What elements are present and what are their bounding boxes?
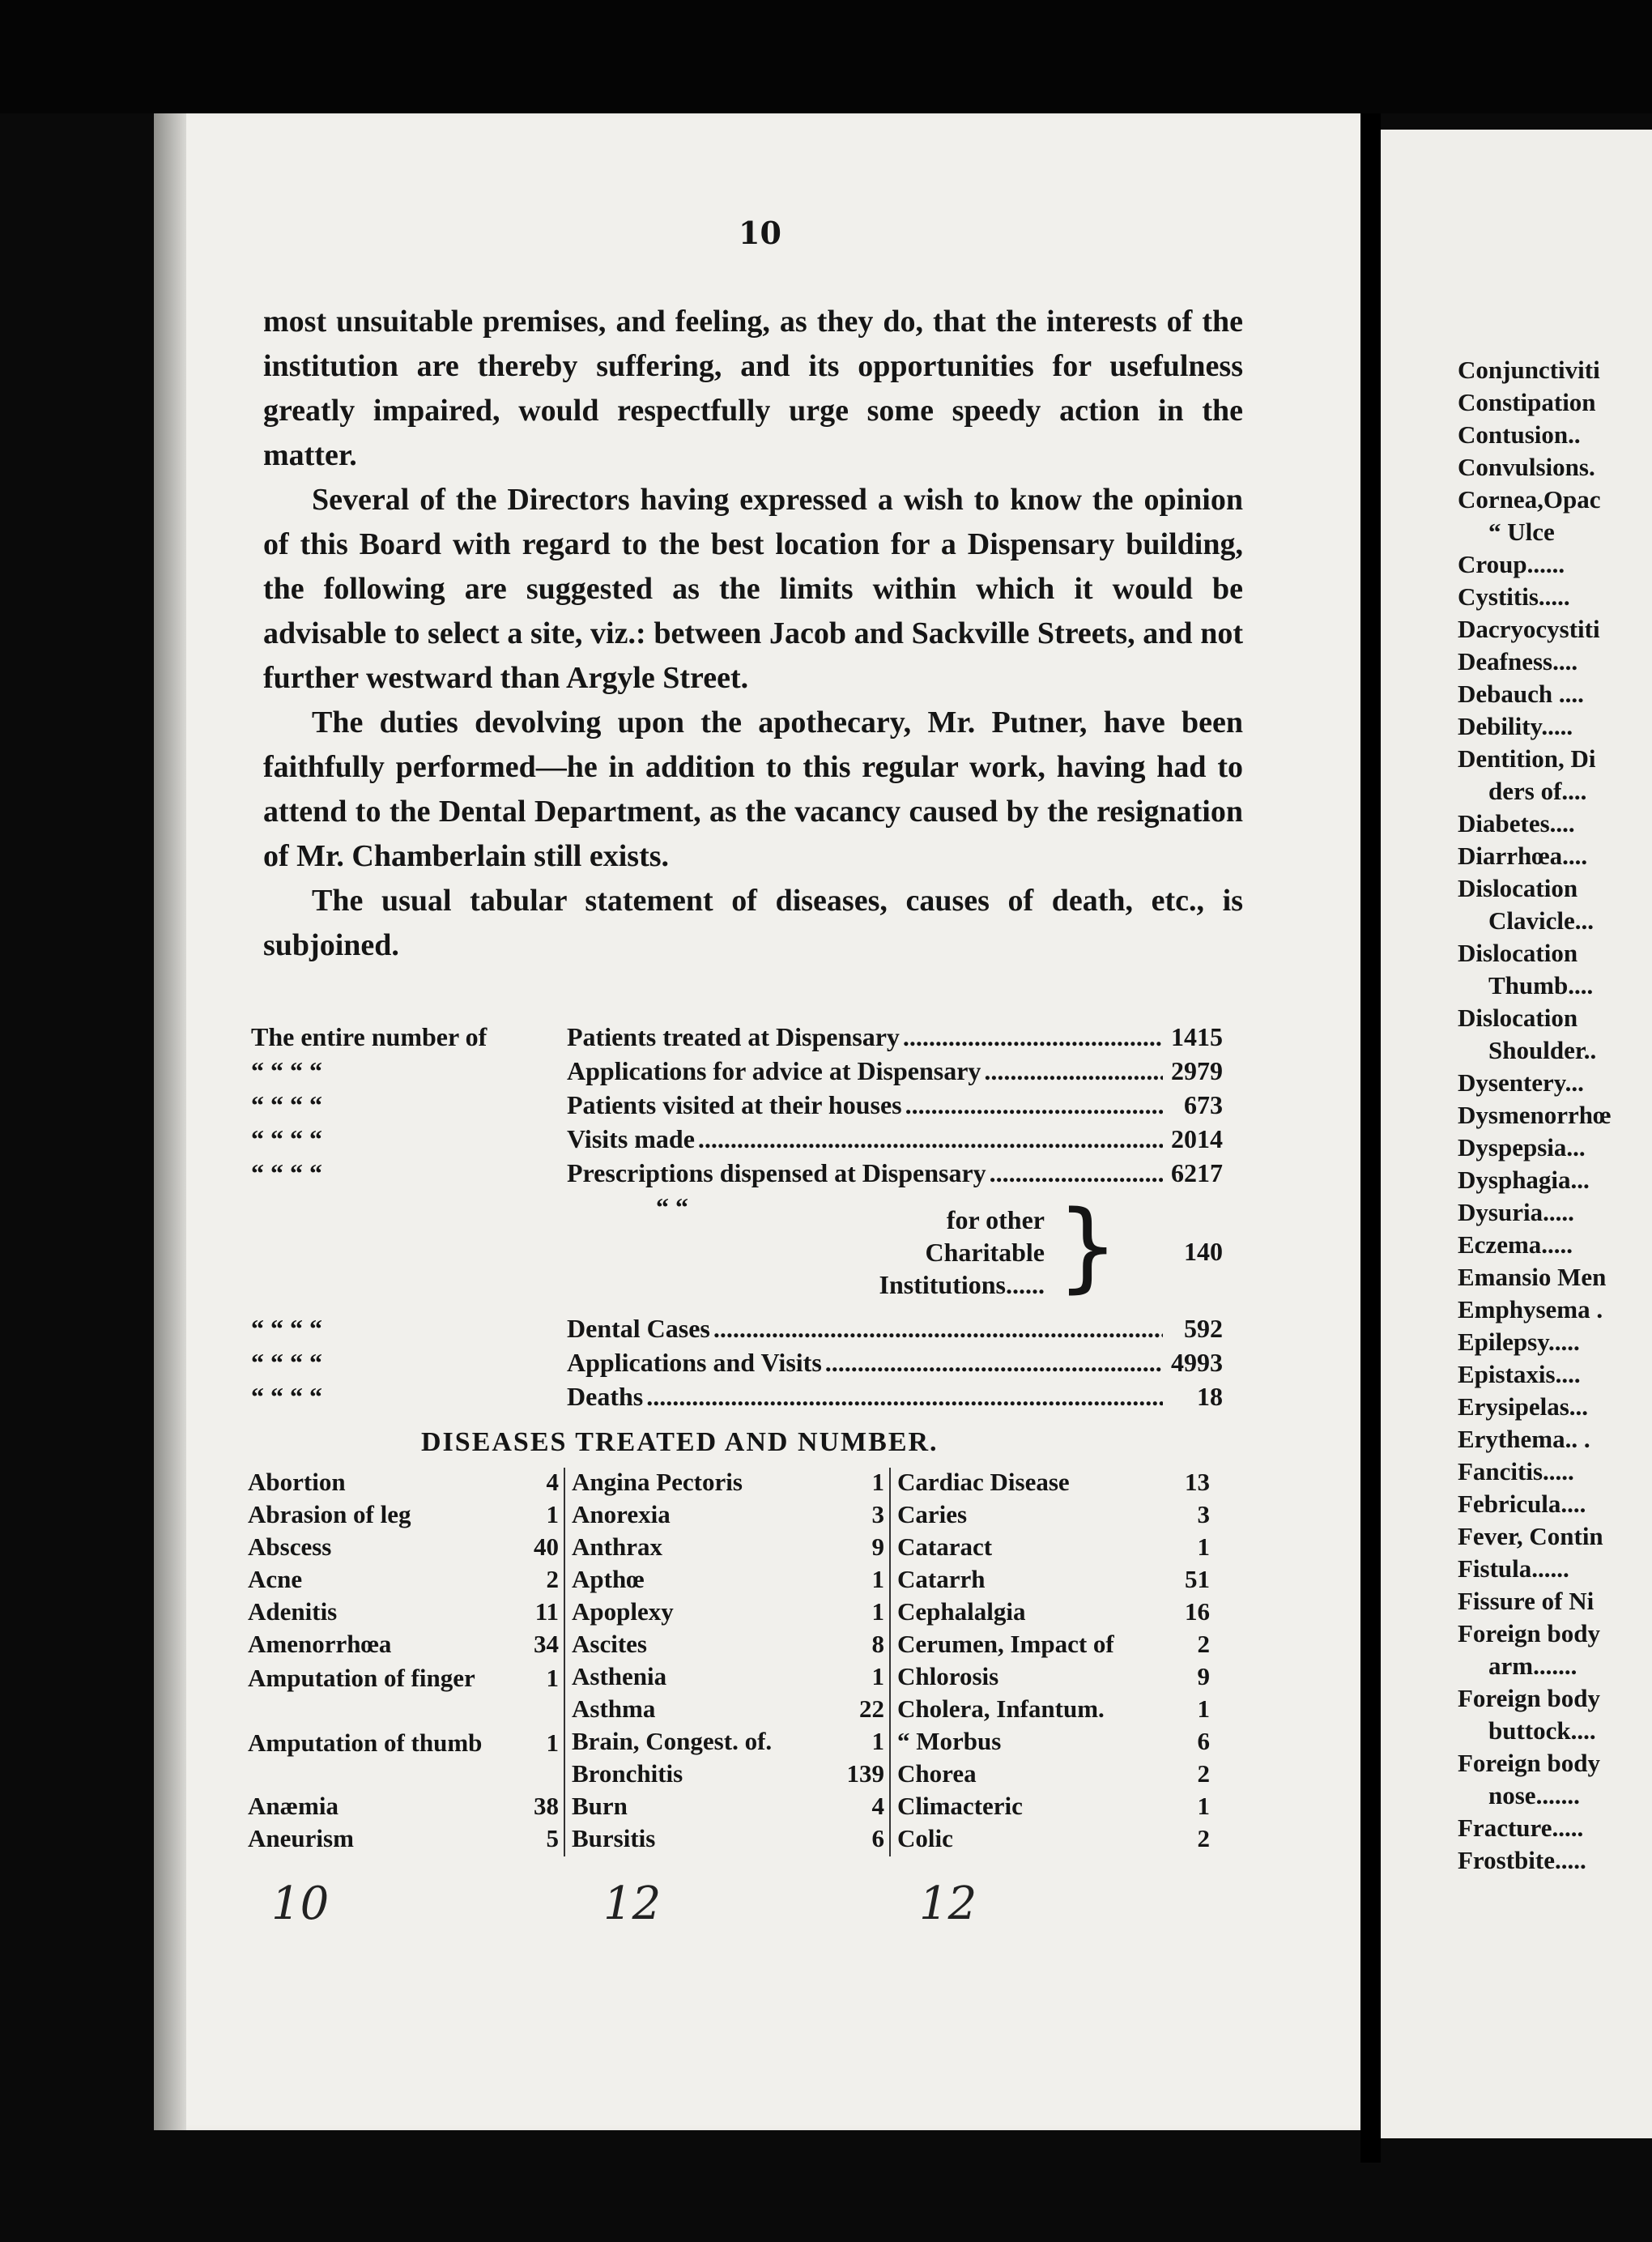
list-item: Cornea,Opac (1458, 485, 1601, 514)
stat-label: Dental Cases (567, 1314, 710, 1343)
disease-count: 8 (871, 1630, 884, 1658)
disease-count: 40 (534, 1532, 559, 1561)
paragraph-4: The usual tabular statement of diseases, causes of death, etc., is subjoined. (263, 884, 1243, 962)
diseases-column-3 (892, 1468, 1215, 1856)
disease-row (243, 1565, 564, 1597)
brace-icon: } (1057, 1191, 1119, 1303)
disease-row (243, 1662, 564, 1727)
disease-count: 1 (871, 1597, 884, 1626)
disease-count: 9 (1197, 1662, 1210, 1690)
disease-name: Abortion (248, 1468, 346, 1496)
disease-row (243, 1468, 564, 1500)
disease-row (892, 1662, 1215, 1694)
disease-name: Abscess (248, 1532, 332, 1561)
stat-row (251, 1090, 1223, 1124)
stat-label: Patients treated at Dispensary (567, 1022, 900, 1051)
list-item: Fracture..... (1458, 1814, 1584, 1842)
disease-name: Acne (248, 1565, 303, 1593)
disease-name: Burn (572, 1792, 628, 1820)
disease-row (567, 1759, 889, 1792)
disease-count: 9 (871, 1532, 884, 1561)
ditto-marks: “ “ “ “ (251, 1348, 322, 1377)
handwritten-note: 12 (919, 1878, 977, 1930)
disease-count: 6 (1197, 1727, 1210, 1755)
list-item: Epilepsy..... (1458, 1328, 1580, 1356)
disease-name: Anæmia (248, 1792, 338, 1820)
disease-row (243, 1532, 564, 1565)
disease-row (567, 1532, 889, 1565)
stat-row (251, 1056, 1223, 1090)
stat-label: Applications for advice at Dispensary (567, 1056, 981, 1085)
stat-label: Applications and Visits (567, 1348, 822, 1377)
list-item: Convulsions. (1458, 453, 1595, 481)
disease-name: Climacteric (897, 1792, 1023, 1820)
list-item: Dysentery... (1458, 1068, 1584, 1097)
list-item: Dislocation (1458, 939, 1578, 967)
paragraph-2: Several of the Directors having expressed a wish to know the opinion of this Board with regard to the best location for a Dispensary building, the following are suggested as the limits within which it would be advisable to select a site, viz.: between Jacob and Sackville Streets, and not further westward than Argyle Street. (263, 483, 1243, 695)
disease-row (892, 1792, 1215, 1824)
ditto-marks: “ “ “ “ (251, 1090, 322, 1119)
disease-name: Apoplexy (572, 1597, 674, 1626)
disease-count: 51 (1185, 1565, 1210, 1593)
list-item: Croup...... (1458, 550, 1565, 578)
stat-value: 140 (1184, 1237, 1223, 1266)
disease-count: 1 (871, 1662, 884, 1690)
disease-name: “ Morbus (897, 1727, 1002, 1755)
disease-row (567, 1662, 889, 1694)
disease-name: Cataract (897, 1532, 993, 1561)
disease-name: Chorea (897, 1759, 977, 1788)
page-binding-shadow (154, 113, 186, 2130)
ditto-marks: “ “ “ “ (251, 1314, 322, 1343)
right-page-disease-list (1458, 354, 1652, 1877)
list-item: Foreign body (1458, 1749, 1600, 1777)
stat-value: 592 (1184, 1314, 1223, 1343)
body-text (263, 300, 1243, 968)
list-item: nose....... (1488, 1781, 1580, 1809)
disease-count: 1 (1197, 1792, 1210, 1820)
list-item: Fancitis..... (1458, 1457, 1574, 1485)
stat-label: for other Charitable Institutions...... (879, 1205, 1045, 1299)
disease-name: Catarrh (897, 1565, 986, 1593)
list-item: Shoulder.. (1488, 1036, 1597, 1064)
disease-row (567, 1630, 889, 1662)
statistics-list (251, 1022, 1223, 1416)
disease-name: Colic (897, 1824, 953, 1852)
disease-name: Ascites (572, 1630, 647, 1658)
disease-count: 1 (546, 1500, 559, 1528)
disease-row (243, 1597, 564, 1630)
stat-value: 4993 (1171, 1348, 1223, 1377)
disease-row (892, 1727, 1215, 1759)
disease-row (567, 1824, 889, 1856)
stat-row (251, 1124, 1223, 1158)
stat-value: 2014 (1171, 1124, 1223, 1153)
leader-dots (825, 1348, 1163, 1378)
disease-name: Anthrax (572, 1532, 662, 1561)
disease-name: Abrasion of leg (248, 1500, 411, 1528)
stat-label: Patients visited at their houses (567, 1090, 902, 1119)
list-item: Debility..... (1458, 712, 1573, 740)
disease-name: Amputation of thumb (248, 1728, 483, 1757)
stat-value: 2979 (1171, 1056, 1223, 1085)
stat-row-charitable (251, 1192, 1223, 1314)
leader-dots (713, 1314, 1163, 1344)
disease-name: Cerumen, Impact of (897, 1630, 1114, 1658)
list-item: Dacryocystiti (1458, 615, 1600, 643)
disease-name: Angina Pectoris (572, 1468, 743, 1496)
list-item: Febricula.... (1458, 1490, 1586, 1518)
paragraph-3: The duties devolving upon the apothecary, Mr. Putner, have been faithfully performed—he in addition to this regular work, having had to attend to the Dental Department, as the vacancy caused by the resignation of Mr. Chamberlain still exists. (263, 705, 1243, 873)
disease-name: Aneurism (248, 1824, 354, 1852)
disease-name: Brain, Congest. of. (572, 1727, 773, 1755)
table-title: DISEASES TREATED AND NUMBER. (421, 1427, 939, 1457)
disease-count: 1 (546, 1728, 559, 1757)
disease-row (567, 1727, 889, 1759)
disease-count: 1 (1197, 1532, 1210, 1561)
list-item: Foreign body (1458, 1684, 1600, 1712)
list-item: Dysphagia... (1458, 1166, 1590, 1194)
list-item: Emansio Men (1458, 1263, 1607, 1291)
ditto-marks: “ “ (656, 1192, 688, 1221)
disease-count: 38 (534, 1792, 559, 1820)
leader-dots (698, 1124, 1163, 1154)
disease-count: 3 (1197, 1500, 1210, 1528)
handwritten-note: 12 (603, 1878, 662, 1930)
disease-row (243, 1500, 564, 1532)
disease-count: 4 (546, 1468, 559, 1496)
paragraph-1: most unsuitable premises, and feeling, as they do, that the interests of the institution are thereby suffering, and its opportunities for usefulness greatly impaired, would respectfully urge some speedy action in the matter. (263, 305, 1243, 472)
list-item: Fistula...... (1458, 1554, 1569, 1583)
disease-row (892, 1532, 1215, 1565)
stat-value: 1415 (1171, 1022, 1223, 1051)
list-item: Frostbite..... (1458, 1846, 1586, 1874)
disease-count: 1 (871, 1468, 884, 1496)
disease-name: Caries (897, 1500, 968, 1528)
list-item: Clavicle... (1488, 906, 1594, 935)
stat-value: 673 (1184, 1090, 1223, 1119)
disease-count: 1 (871, 1727, 884, 1755)
disease-name: Cephalalgia (897, 1597, 1026, 1626)
list-item: buttock.... (1488, 1716, 1596, 1745)
disease-row (892, 1759, 1215, 1792)
disease-row (243, 1727, 564, 1792)
disease-count: 4 (871, 1792, 884, 1820)
list-item: Dentition, Di (1458, 744, 1596, 773)
disease-count: 11 (534, 1597, 559, 1626)
disease-name: Anorexia (572, 1500, 671, 1528)
disease-row (567, 1694, 889, 1727)
leader-dots (905, 1090, 1163, 1120)
disease-count: 2 (1197, 1759, 1210, 1788)
disease-row (567, 1500, 889, 1532)
disease-name: Asthma (572, 1694, 656, 1723)
disease-count: 16 (1185, 1597, 1210, 1626)
ditto-marks: “ “ “ “ (251, 1124, 322, 1153)
list-item: Deafness.... (1458, 647, 1578, 676)
disease-name: Asthenia (572, 1662, 667, 1690)
leader-dots (984, 1056, 1163, 1086)
disease-row (892, 1565, 1215, 1597)
disease-count: 34 (534, 1630, 559, 1658)
disease-row (892, 1500, 1215, 1532)
stat-row (251, 1348, 1223, 1382)
list-item: Debauch .... (1458, 680, 1584, 708)
list-item: ders of.... (1488, 777, 1587, 805)
disease-row (567, 1792, 889, 1824)
list-item: Dislocation (1458, 874, 1578, 902)
list-item: Constipation (1458, 388, 1596, 416)
list-item: Fissure of Ni (1458, 1587, 1595, 1615)
disease-count: 1 (1197, 1694, 1210, 1723)
list-item: Thumb.... (1488, 971, 1594, 1000)
disease-row (892, 1597, 1215, 1630)
stat-value: 18 (1197, 1382, 1223, 1411)
list-item: Diarrhœa.... (1458, 842, 1588, 870)
disease-row (243, 1630, 564, 1662)
disease-count: 6 (871, 1824, 884, 1852)
stat-row (251, 1382, 1223, 1416)
scan-background-top (0, 0, 1652, 113)
disease-name: Bursitis (572, 1824, 656, 1852)
disease-row (892, 1694, 1215, 1727)
stat-row (251, 1022, 1223, 1056)
disease-count: 2 (1197, 1630, 1210, 1658)
ditto-marks: “ “ “ “ (251, 1158, 322, 1187)
disease-count: 2 (1197, 1824, 1210, 1852)
ditto-marks: “ “ “ “ (251, 1382, 322, 1411)
page-number: 10 (739, 215, 781, 251)
leader-dots (990, 1158, 1163, 1188)
list-item: Fever, Contin (1458, 1522, 1603, 1550)
disease-count: 3 (871, 1500, 884, 1528)
disease-count: 2 (546, 1565, 559, 1593)
disease-count: 1 (546, 1664, 559, 1692)
disease-name: Chlorosis (897, 1662, 999, 1690)
disease-count: 139 (846, 1759, 884, 1788)
disease-row (567, 1565, 889, 1597)
diseases-column-1 (243, 1468, 565, 1856)
ditto-marks: “ “ “ “ (251, 1056, 322, 1085)
disease-row (567, 1597, 889, 1630)
diseases-column-2 (567, 1468, 891, 1856)
list-item: Conjunctiviti (1458, 356, 1600, 384)
disease-name: Amputation of finger (248, 1664, 475, 1692)
list-item: “ Ulce (1488, 518, 1555, 546)
stat-row (251, 1158, 1223, 1192)
list-item: Epistaxis.... (1458, 1360, 1581, 1388)
disease-name: Cardiac Disease (897, 1468, 1070, 1496)
list-item: arm....... (1488, 1652, 1577, 1680)
disease-count: 22 (859, 1694, 884, 1723)
leader-dots (646, 1382, 1163, 1412)
list-item: Dislocation (1458, 1004, 1578, 1032)
list-item: Dysuria..... (1458, 1198, 1574, 1226)
list-item: Contusion.. (1458, 420, 1581, 449)
list-item: Eczema..... (1458, 1230, 1573, 1259)
list-item: Dysmenorrhœ (1458, 1101, 1612, 1129)
list-item: Emphysema . (1458, 1295, 1603, 1323)
list-item: Foreign body (1458, 1619, 1600, 1647)
disease-row (892, 1468, 1215, 1500)
stat-value: 6217 (1171, 1158, 1223, 1187)
disease-row (892, 1824, 1215, 1856)
list-item: Cystitis..... (1458, 582, 1570, 611)
stat-lead: The entire number of (251, 1022, 488, 1051)
disease-name: Amenorrhœa (248, 1630, 392, 1658)
disease-row (243, 1792, 564, 1824)
disease-name: Apthœ (572, 1565, 645, 1593)
disease-row (243, 1824, 564, 1856)
disease-name: Cholera, Infantum. (897, 1694, 1105, 1723)
stat-label: Visits made (567, 1124, 695, 1153)
disease-row (567, 1468, 889, 1500)
list-item: Dyspepsia... (1458, 1133, 1586, 1161)
stat-label: Prescriptions dispensed at Dispensary (567, 1158, 986, 1187)
stat-label: Deaths (567, 1382, 644, 1411)
leader-dots (903, 1022, 1163, 1052)
book-gutter (1360, 113, 1381, 2163)
stat-row (251, 1314, 1223, 1348)
disease-count: 13 (1185, 1468, 1210, 1496)
list-item: Erysipelas... (1458, 1392, 1589, 1421)
disease-count: 5 (546, 1824, 559, 1852)
disease-count: 1 (871, 1565, 884, 1593)
disease-name: Adenitis (248, 1597, 338, 1626)
list-item: Erythema.. . (1458, 1425, 1590, 1453)
disease-row (892, 1630, 1215, 1662)
disease-name: Bronchitis (572, 1759, 683, 1788)
handwritten-note: 10 (271, 1878, 330, 1930)
list-item: Diabetes.... (1458, 809, 1575, 838)
